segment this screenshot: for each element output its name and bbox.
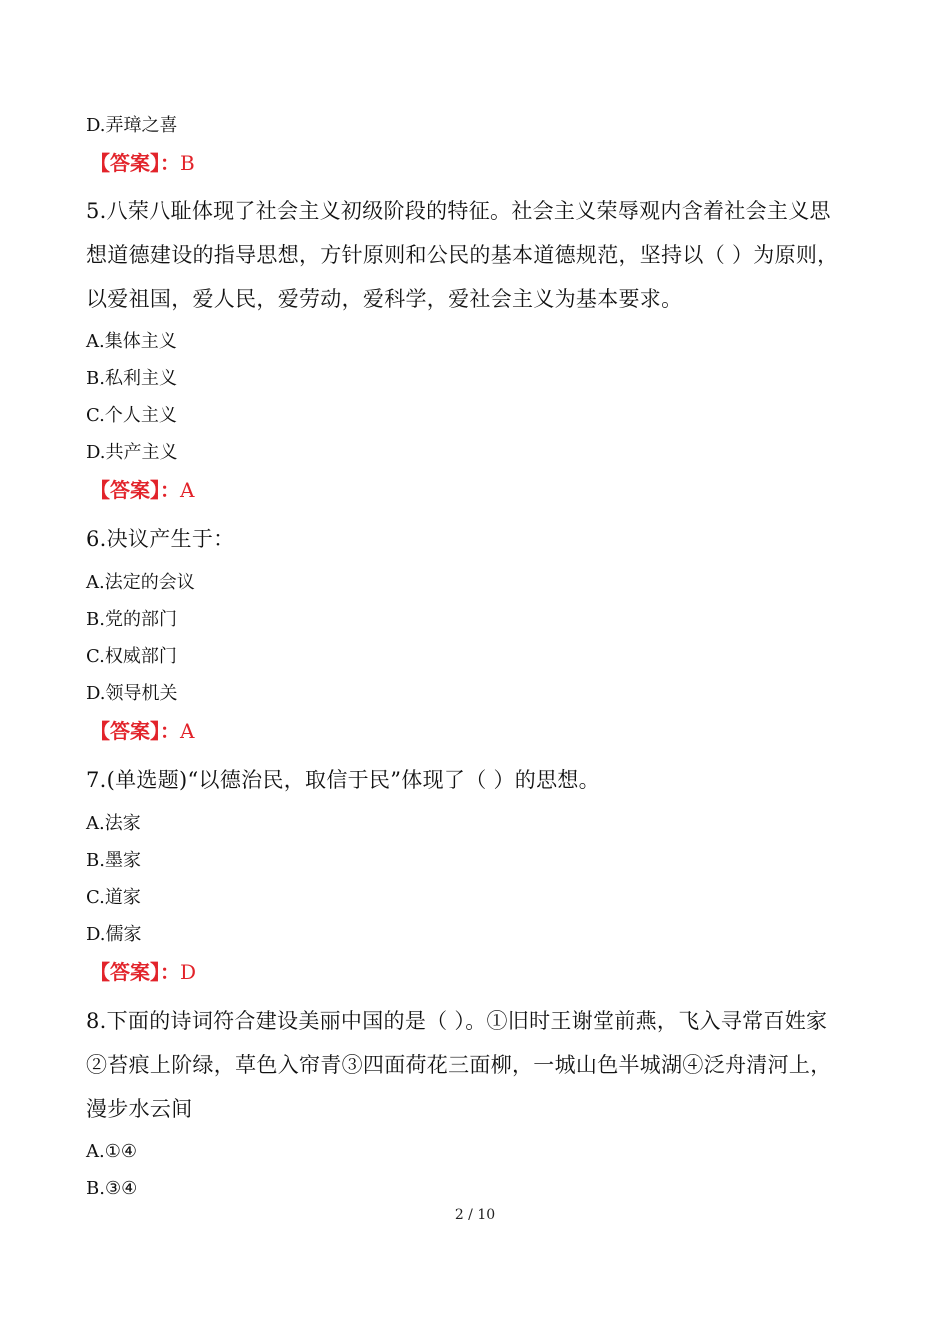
- option-8a: A.①④: [86, 1141, 137, 1162]
- answer-line-6: [90, 719, 194, 743]
- answer-line-4: [90, 151, 195, 175]
- answer-label: 【答案】：: [90, 151, 180, 175]
- option-5c: C.个人主义: [86, 405, 177, 426]
- answer-line-7: [90, 960, 196, 984]
- answer-label: 【答案】：: [90, 960, 180, 984]
- option-7a: A.法家: [86, 813, 141, 834]
- option-6c: C.权威部门: [86, 646, 177, 667]
- option-5a: A.集体主义: [86, 331, 177, 352]
- question-5-line-3: 以爱祖国，爱人民，爱劳动，爱科学，爱社会主义为基本要求。: [86, 287, 683, 311]
- question-5-line-1: 5.八荣八耻体现了社会主义初级阶段的特征。社会主义荣辱观内含着社会主义思: [86, 199, 831, 223]
- answer-value: A: [180, 478, 195, 502]
- question-5-line-2: 想道德建设的指导思想，方针原则和公民的基本道德规范，坚持以（ ）为原则，: [86, 243, 839, 267]
- page-number: 2 / 10: [454, 1207, 496, 1223]
- option-6d: D.领导机关: [86, 683, 178, 704]
- option-7d: D.儒家: [86, 924, 142, 945]
- answer-value: A: [180, 719, 195, 743]
- answer-value: D: [180, 960, 197, 984]
- question-8-line-3: 漫步水云间: [86, 1097, 193, 1121]
- option-7c: C.道家: [86, 887, 141, 908]
- question-6-line-1: 6.决议产生于：: [86, 527, 235, 551]
- option-5d: D.共产主义: [86, 442, 178, 463]
- option-6b: B.党的部门: [86, 609, 177, 630]
- answer-label: 【答案】：: [90, 719, 180, 743]
- option-6a: A.法定的会议: [86, 572, 195, 593]
- option-7b: B.墨家: [86, 850, 141, 871]
- answer-value: B: [180, 151, 195, 175]
- answer-line-5: [90, 478, 194, 502]
- question-8-line-1: 8.下面的诗词符合建设美丽中国的是（ ）。①旧时王谢堂前燕，飞入寻常百姓家: [86, 1009, 828, 1033]
- option-4d: D.弄璋之喜: [86, 115, 178, 136]
- option-5b: B.私利主义: [86, 368, 177, 389]
- question-7-line-1: 7.(单选题)“以德治民，取信于民”体现了（ ）的思想。: [86, 768, 600, 792]
- option-8b: B.③④: [86, 1178, 138, 1199]
- question-8-line-2: ②苔痕上阶绿，草色入帘青③四面荷花三面柳，一城山色半城湖④泛舟清河上，: [86, 1053, 832, 1077]
- answer-label: 【答案】：: [90, 478, 180, 502]
